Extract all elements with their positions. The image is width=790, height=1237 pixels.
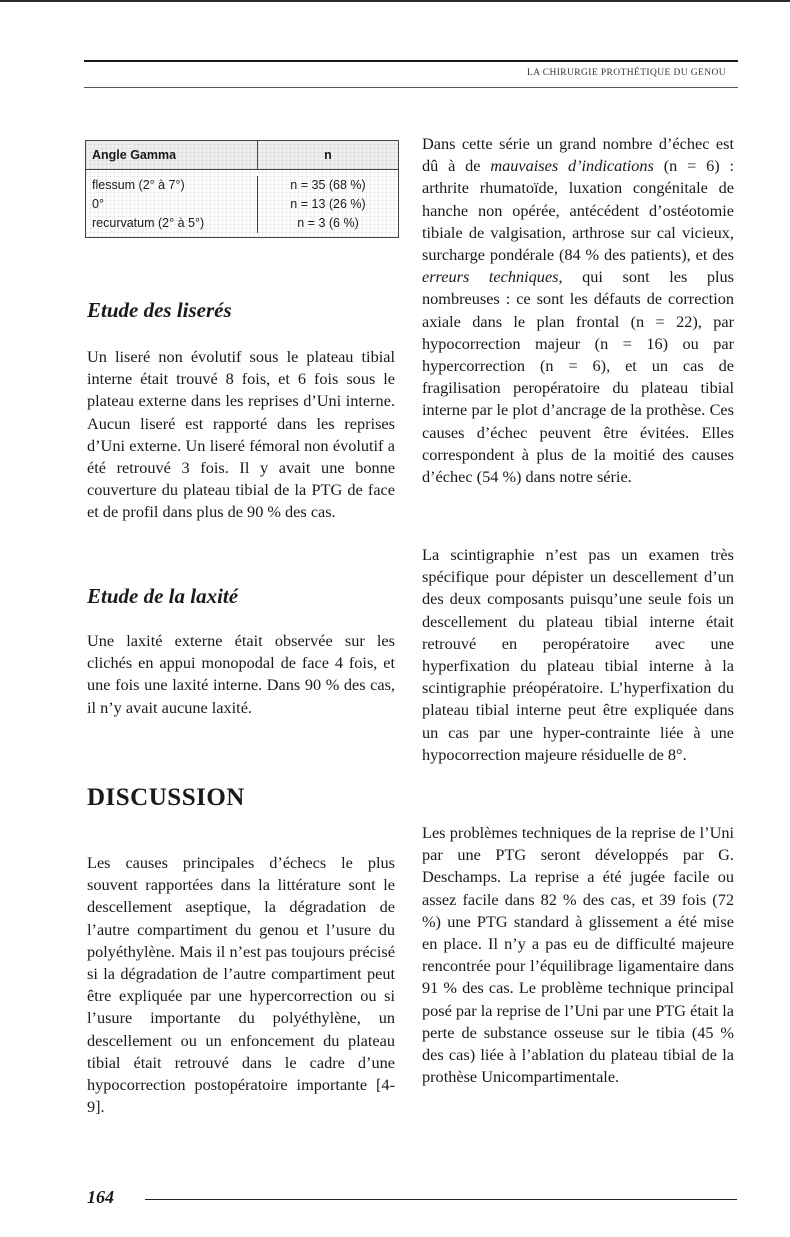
table-cell-n: n = 35 (68 %) xyxy=(290,178,366,192)
paragraph-scintigraphie: La scintigraphie n’est pas un examen très spécifique pour dépister un descellement d’un des deux composants puisqu’une seule fois un descellement du plateau tibial interne était retrouvé en peropératoire avec une hyperfixation du plateau tibial interne à la scintigraphie préopératoire. L’hyperfixation du plateau tibial interne peut être expliquée dans un cas par une hyper-contrainte liée à une hypocorrection majeure résiduelle de 8°. xyxy=(422,545,734,764)
paragraph-discussion: Les causes principales d’échecs le plus souvent rapportées dans la littérature sont le descellement aseptique, la dégradation de l’autre compartiment du genou et l’usure du polyéthylène. Mais il n’est pas toujours précisé si la dégradation de l’autre compartiment peut être expliquée par une hypercorrection ou si l’usure importante du polyéthylène, un descellement ou un enfoncement du plateau tibial était retrouvé dans le cadre d’une hypocorrection postopératoire importante [4-9]. xyxy=(87,853,395,1117)
para1-italic-techniques: erreurs techniques xyxy=(422,267,559,287)
angle-gamma-table xyxy=(85,140,399,238)
para1-text-b: (n = 6) : arthrite rhumatoïde, luxation congénitale de hanche non opérée, antécédent d’ostéotomie tibiale de valgisation, arthrose sur cal vicieux, surcharge pondérale (84 % des patients), et des xyxy=(422,156,734,265)
heading-etude-liseres: Etude des liserés xyxy=(87,298,232,322)
page-number: 164 xyxy=(87,1187,114,1207)
heading-etude-laxite: Etude de la laxité xyxy=(87,584,239,608)
table-header-n: n xyxy=(324,148,332,162)
paragraph-indications xyxy=(422,133,734,488)
table-header-angle: Angle Gamma xyxy=(86,141,258,169)
header-rule-top xyxy=(84,60,738,62)
para1-italic-indications: mauvaises d’indications xyxy=(490,156,654,176)
para1-text-c: , qui sont les plus nombreuses : ce sont les défauts de correction axiale dans le plan frontal (n = 22), par hypocorrection majeur (n = 16) ou par hypercorrection (n = 6), et un cas de fragilisation peropératoire du plateau tibial interne par le plot d’ancrage de la prothèse. Ces causes d’échec peuvent être évitées. Elles correspondent à plus de la moitié des causes d’échec (54 %) dans notre série. xyxy=(422,267,734,487)
footer-rule xyxy=(145,1199,737,1200)
table-cell-angle: recurvatum (2° à 5°) xyxy=(86,214,258,233)
table-body xyxy=(86,170,398,237)
paragraph-problemes-techniques: Les problèmes techniques de la reprise de l’Uni par une PTG seront développés par G. Deschamps. La reprise a été jugée facile ou assez facile dans 82 % des cas, et 39 fois (72 %) une PTG standard à glissement a été mise en place. Il n’y a pas eu de difficulté majeure rencontrée pour l’équilibrage ligamentaire dans 91 % des cas. Le problème technique principal posé par la reprise de l’Uni par une PTG était la perte de substance osseuse sur le tibia (45 % des cas) liée à l’ablation du plateau tibial de la prothèse Unicompartimentale. xyxy=(422,823,734,1087)
header-rule-bottom xyxy=(84,87,738,88)
table-row xyxy=(86,176,398,195)
discussion-title: DISCUSSION xyxy=(87,784,245,811)
table-cell-n: n = 13 (26 %) xyxy=(290,197,366,211)
para1-text-a: Dans cette série un grand nombre d’échec est dû à de xyxy=(422,134,734,176)
left-column xyxy=(87,140,395,1117)
table-cell-angle: 0° xyxy=(86,195,258,214)
table-header-row xyxy=(86,141,398,170)
table-row xyxy=(86,195,398,214)
top-edge-rule xyxy=(0,0,790,2)
table-row xyxy=(86,214,398,233)
table-cell-angle: flessum (2° à 7°) xyxy=(86,176,258,195)
table-cell-n: n = 3 (6 %) xyxy=(297,216,359,230)
paragraph-laxite: Une laxité externe était observée sur les clichés en appui monopodal de face 4 fois, et une fois une laxité interne. Dans 90 % des cas, il n’y avait aucune laxité. xyxy=(87,631,395,717)
running-head: LA CHIRURGIE PROTHÉTIQUE DU GENOU xyxy=(527,68,726,78)
paragraph-liseres: Un liseré non évolutif sous le plateau tibial interne était trouvé 8 fois, et 6 fois sous le plateau externe dans les reprises d’Uni interne. Aucun liseré est rapporté dans les reprises d’Uni externe. Un liseré fémoral non évolutif a été retrouvé 3 fois. Il y avait une bonne couverture du plateau tibial de la PTG de face et de profil dans plus de 90 % des cas. xyxy=(87,347,395,522)
